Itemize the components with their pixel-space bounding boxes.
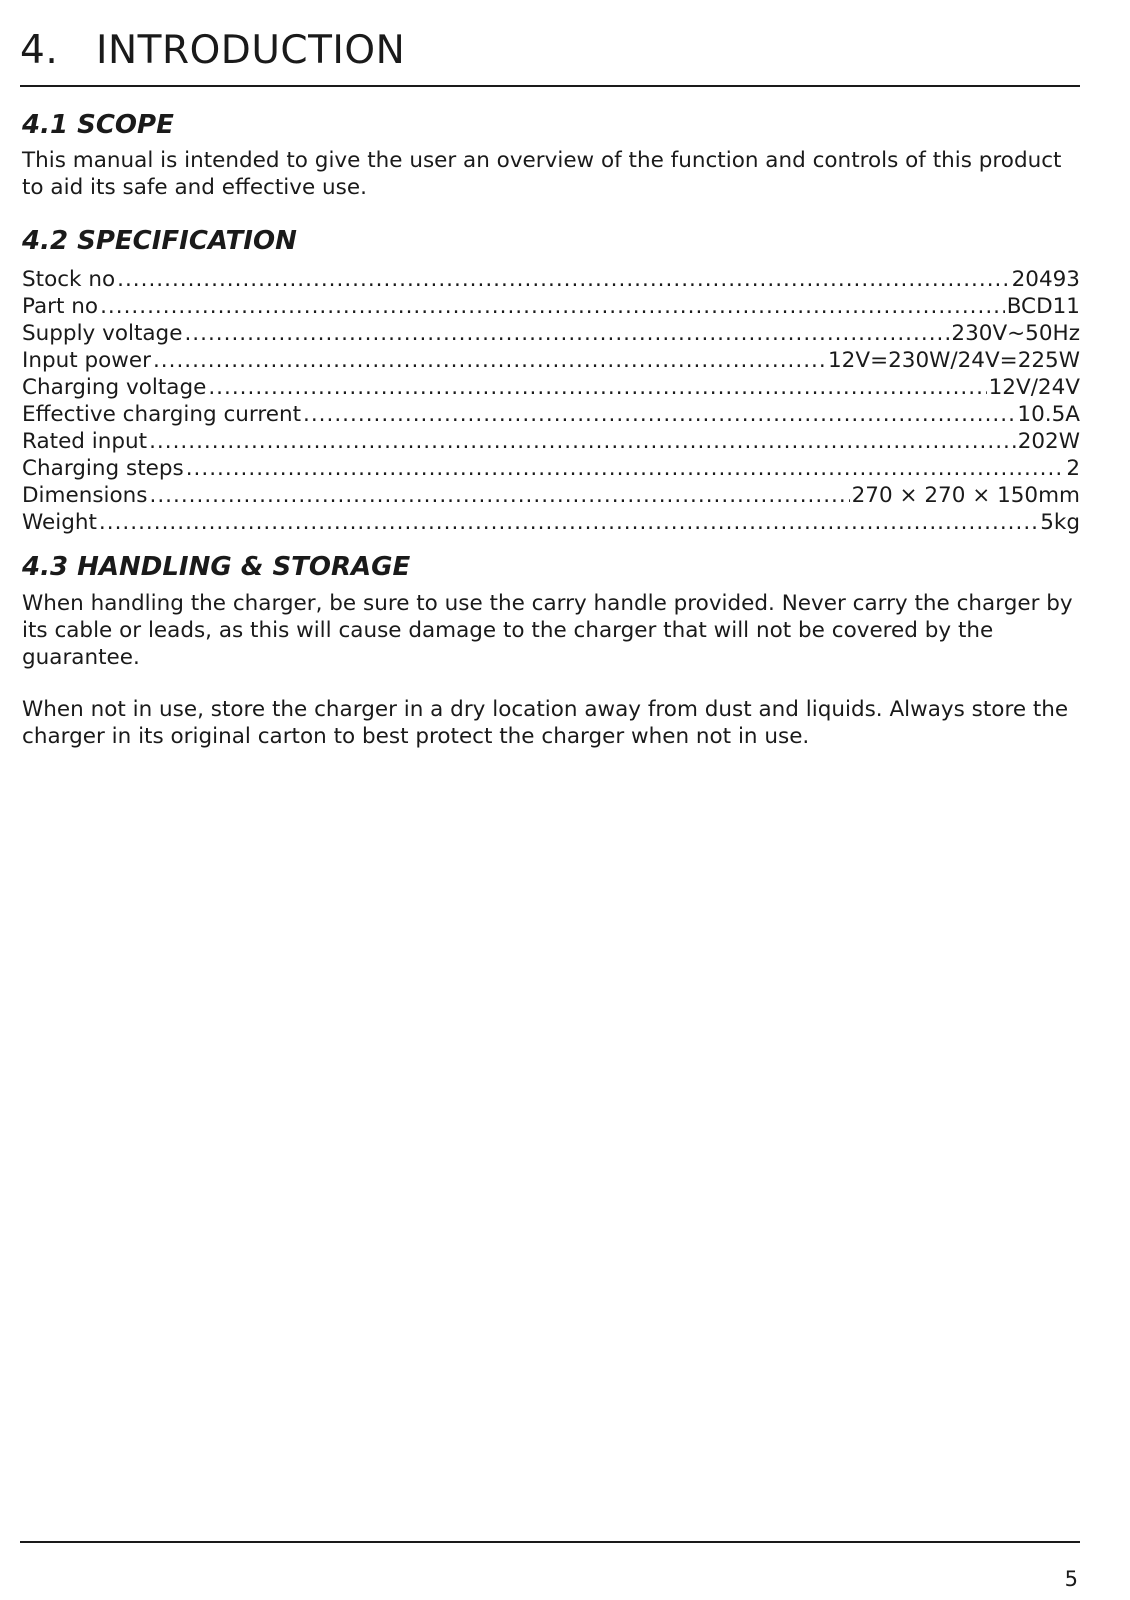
chapter-number: 4.	[20, 28, 59, 73]
spec-label: Supply voltage	[22, 321, 183, 346]
spec-value: 230V~50Hz	[951, 321, 1080, 346]
spec-row	[22, 266, 1080, 293]
spec-value: 12V=230W/24V=225W	[828, 348, 1080, 373]
dot-leader	[153, 347, 826, 374]
manual-page	[20, 0, 1080, 1600]
spec-row	[22, 455, 1080, 482]
spec-value: 10.5A	[1017, 402, 1080, 427]
spec-value: BCD11	[1006, 294, 1080, 319]
spec-label: Dimensions	[22, 483, 148, 508]
spec-value: 12V/24V	[988, 375, 1080, 400]
header-divider	[20, 85, 1080, 87]
spec-row	[22, 347, 1080, 374]
spec-label: Input power	[22, 348, 151, 373]
chapter-heading	[20, 28, 405, 73]
chapter-title: INTRODUCTION	[96, 28, 406, 73]
dot-leader	[149, 428, 1016, 455]
spec-row	[22, 320, 1080, 347]
specification-list	[22, 266, 1080, 536]
specification-heading: 4.2 SPECIFICATION	[22, 226, 297, 256]
dot-leader	[100, 293, 1005, 320]
scope-heading: 4.1 SCOPE	[22, 110, 174, 140]
footer-divider	[20, 1541, 1080, 1543]
spec-row	[22, 401, 1080, 428]
handling-storage-heading: 4.3 HANDLING & STORAGE	[22, 552, 411, 582]
spec-row	[22, 374, 1080, 401]
spec-row	[22, 293, 1080, 320]
handling-paragraph: When handling the charger, be sure to use the carry handle provided. Never carry the charger by its cable or leads, as this will cause damage to the charger that will not be covered by the guarantee.	[22, 591, 1073, 670]
scope-paragraph: This manual is intended to give the user an overview of the function and controls of this product to aid its safe and effective use.	[22, 148, 1062, 200]
spec-value: 270 × 270 × 150mm	[851, 483, 1080, 508]
dot-leader	[99, 509, 1038, 536]
spec-label: Charging steps	[22, 456, 184, 481]
spec-label: Stock no	[22, 267, 116, 292]
spec-label: Rated input	[22, 429, 148, 454]
page-number: 5	[1064, 1567, 1078, 1591]
spec-label: Charging voltage	[22, 375, 207, 400]
dot-leader	[149, 482, 849, 509]
spec-value: 5kg	[1040, 510, 1080, 535]
spec-value: 20493	[1011, 267, 1080, 292]
spec-value: 2	[1066, 456, 1080, 481]
spec-row	[22, 509, 1080, 536]
spec-label: Weight	[22, 510, 97, 535]
storage-paragraph: When not in use, store the charger in a dry location away from dust and liquids. Always store the charger in its original carton to best protect the charger when not in use.	[22, 697, 1069, 749]
spec-value: 202W	[1017, 429, 1080, 454]
spec-label: Effective charging current	[22, 402, 302, 427]
dot-leader	[208, 374, 986, 401]
dot-leader	[184, 320, 949, 347]
spec-row	[22, 482, 1080, 509]
spec-label: Part no	[22, 294, 99, 319]
dot-leader	[117, 266, 1009, 293]
dot-leader	[303, 401, 1015, 428]
spec-row	[22, 428, 1080, 455]
dot-leader	[186, 455, 1065, 482]
